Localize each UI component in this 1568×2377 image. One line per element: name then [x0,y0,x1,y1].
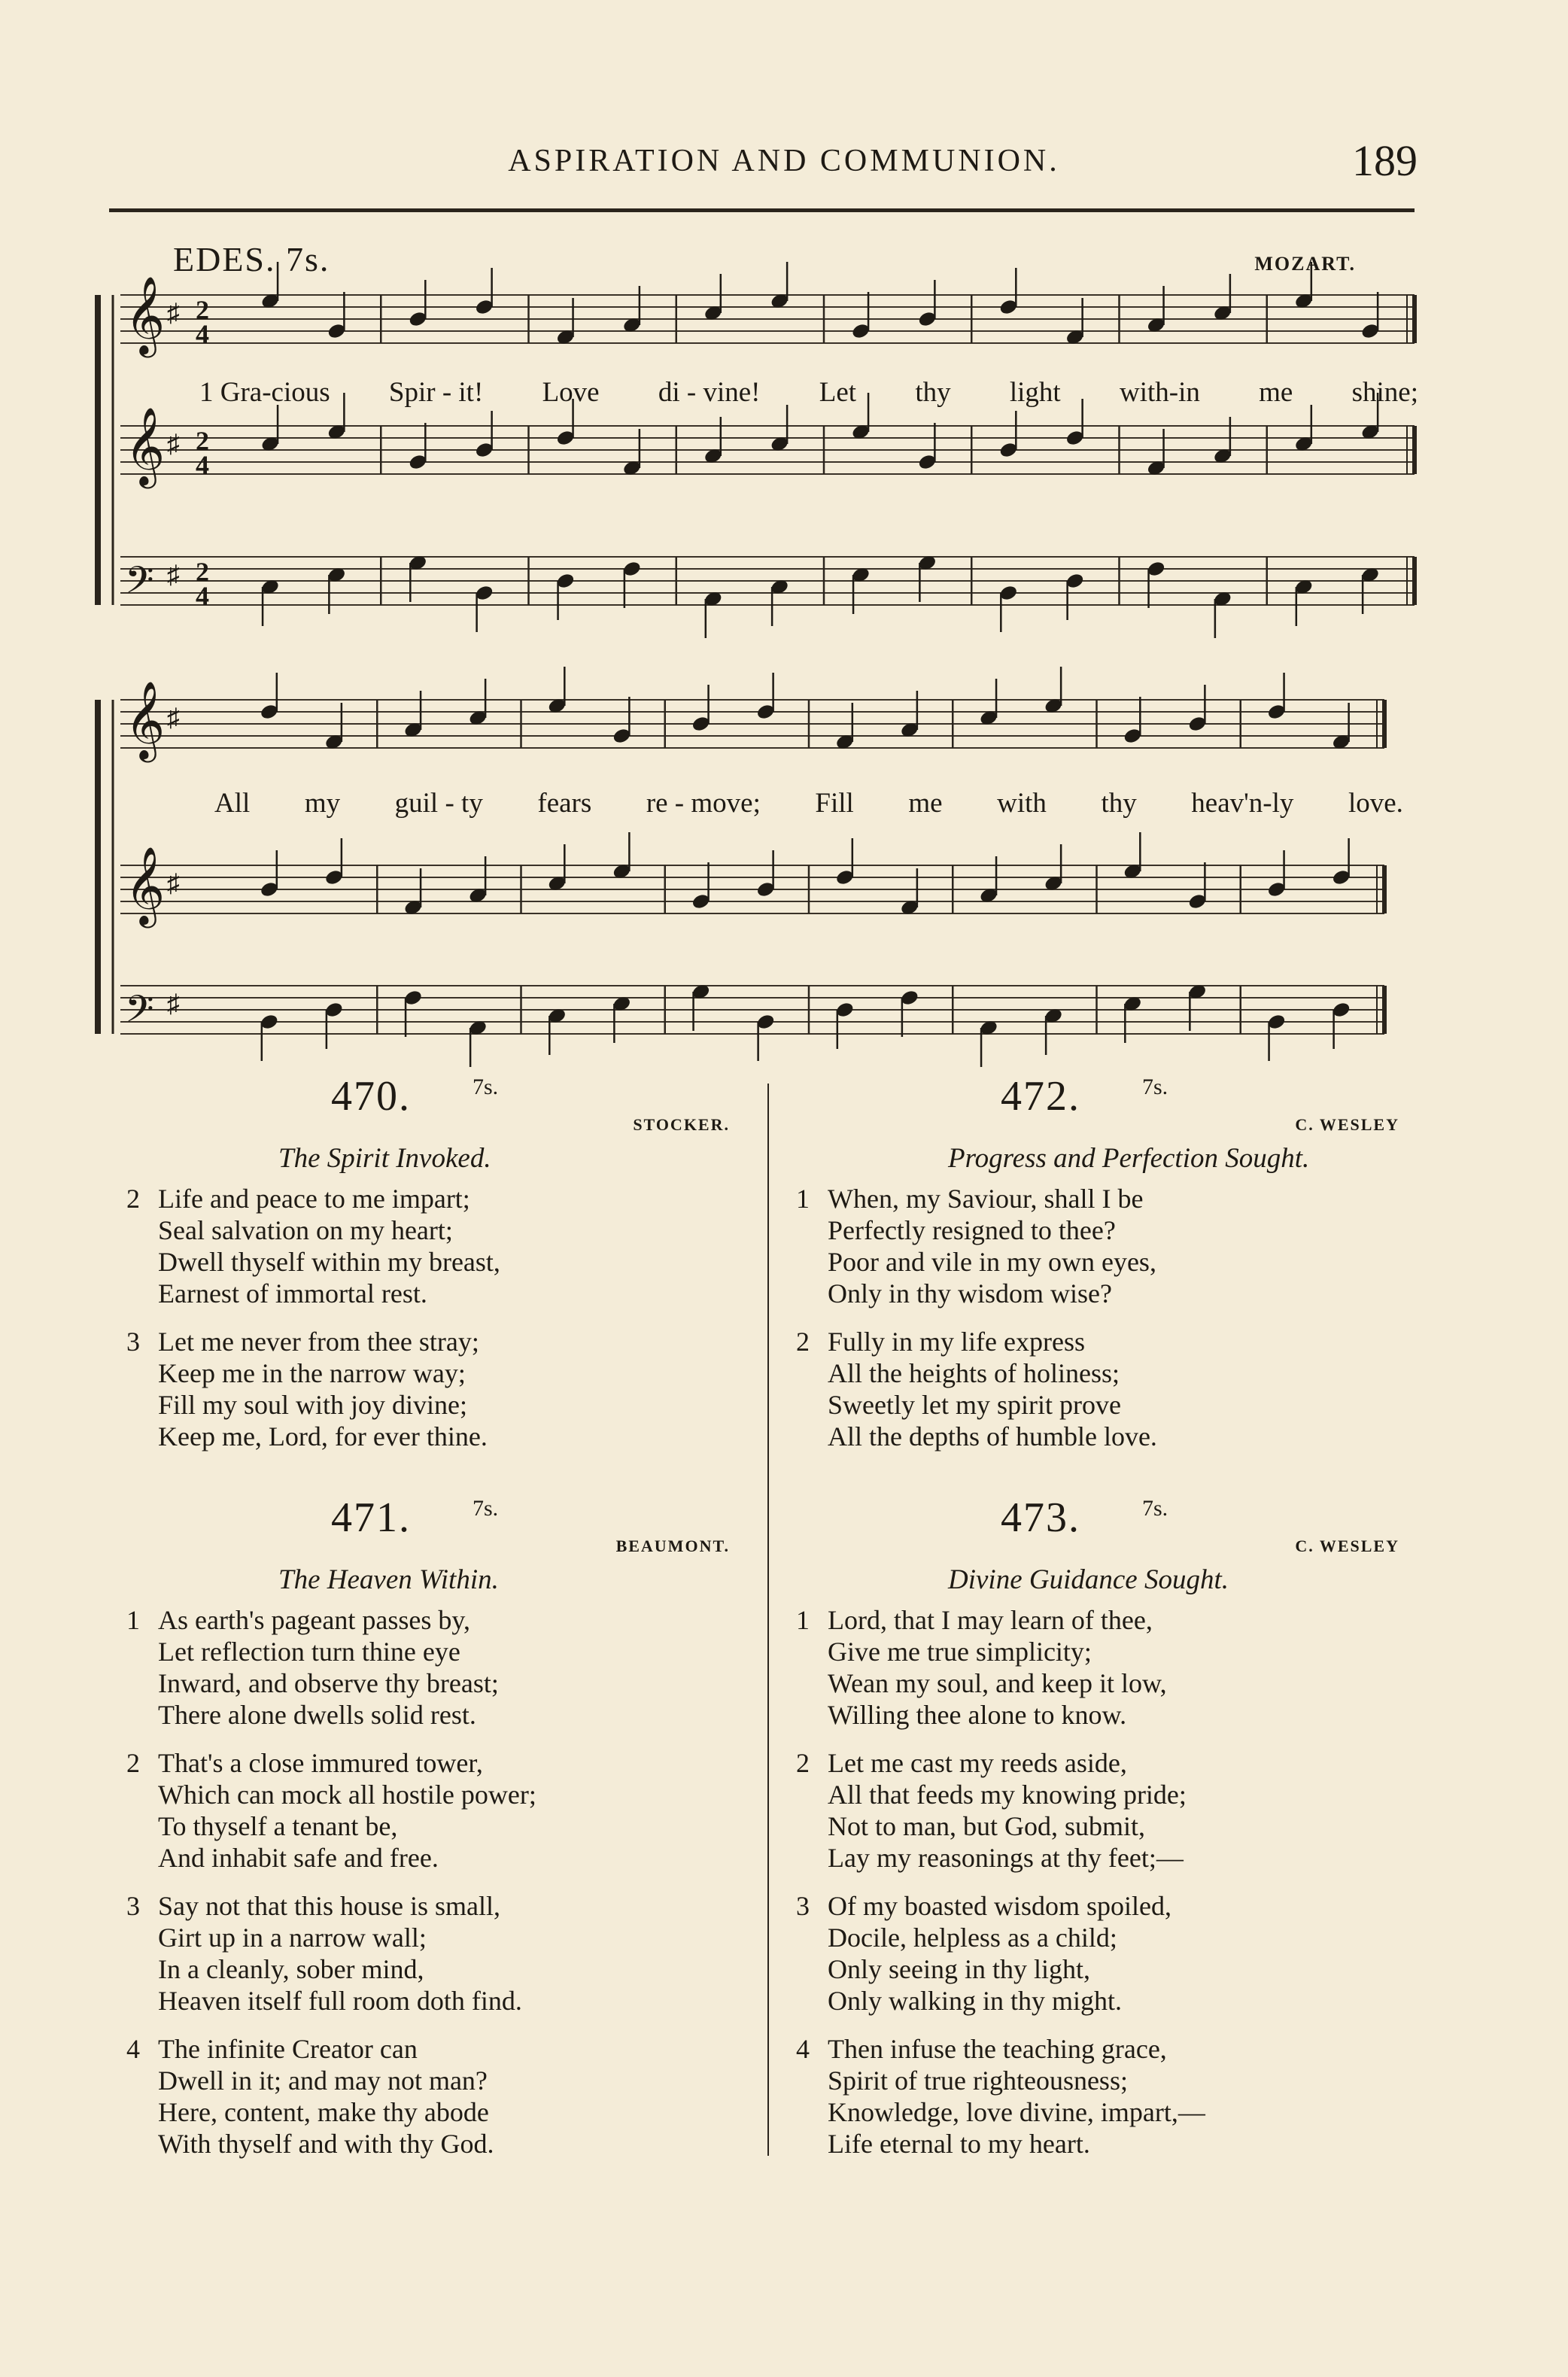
verse-line: Life and peace to me impart; [158,1184,470,1214]
time-signature-bottom: 4 [196,450,209,480]
verse-lines [828,1604,1167,1731]
lyric-syllable: thy [915,377,951,408]
verse-line: Seal salvation on my heart; [158,1215,453,1245]
lyric-syllable: Love [542,377,600,408]
verse-line: Inward, and observe thy breast; [158,1668,499,1698]
hymn-author: BEAUMONT. [615,1537,730,1555]
hymn-number: 471. [331,1494,411,1541]
verse-line: Keep me in the narrow way; [158,1358,466,1388]
lyric-syllable: guil - ty [394,788,483,819]
verse-line: Heaven itself full room doth find. [158,1986,522,2016]
sharp-icon: ♯ [167,299,180,328]
verse-line: Give me true simplicity; [828,1637,1092,1667]
lyric-syllable: All [214,788,251,819]
verse-line: Let me cast my reeds aside, [828,1748,1127,1778]
time-signature-bottom: 4 [196,581,209,611]
verse-line: Dwell in it; and may not man? [158,2065,488,2096]
verse-line: Girt up in a narrow wall; [158,1923,427,1953]
hymn-title: The Spirit Invoked. [278,1143,491,1174]
verse-number: 2 [796,1748,810,1778]
hymn-472 [782,1068,1399,1460]
verse-line: Earnest of immortal rest. [158,1278,427,1309]
verse-number: 4 [126,2034,140,2064]
verse-line: All the depths of humble love. [828,1421,1157,1451]
verse-lines [828,1183,1156,1309]
lyric-syllable: my [304,788,341,819]
treble-clef-icon: 𝄞 [125,680,166,760]
lyric-syllable: with-in [1119,377,1200,408]
hymn-title: Divine Guidance Sought. [948,1564,1229,1595]
verse-line: Knowledge, love divine, impart,— [828,2097,1205,2127]
hymn-author: STOCKER. [633,1115,730,1134]
verse-line: Say not that this house is small, [158,1891,500,1921]
verse-line: When, my Saviour, shall I be [828,1184,1144,1214]
time-signature-bottom: 4 [196,319,209,349]
hymn-meter: 7s. [473,1075,499,1099]
verse-number: 3 [126,1891,140,1921]
lyric-syllable: Let [819,377,857,408]
verse-lines [158,1183,500,1309]
verse-line: In a cleanly, sober mind, [158,1954,424,1984]
verse-line: Perfectly resigned to thee? [828,1215,1116,1245]
time-signature-top: 2 [196,557,209,587]
sharp-icon: ♯ [167,704,180,733]
verse-line: Here, content, make thy abode [158,2097,489,2127]
verse-number: 1 [796,1605,810,1635]
hymn-number: 473. [1001,1494,1080,1541]
verse-lines [158,1747,536,1874]
time-signature-top: 2 [196,426,209,456]
verse-line: Wean my soul, and keep it low, [828,1668,1167,1698]
lyric-line-2 [214,787,1403,819]
lyric-syllable: di - vine! [658,377,761,408]
sharp-icon: ♯ [167,870,180,898]
bass-clef-icon: 𝄢 [125,558,154,612]
verse-line: The infinite Creator can [158,2034,418,2064]
hymn-author: C. WESLEY [1295,1115,1399,1134]
lyric-syllable: shine; [1351,377,1418,408]
lyric-syllable: Spir - it! [388,377,484,408]
verse-number: 3 [796,1891,810,1921]
verse-number: 1 [796,1184,810,1214]
running-header: ASPIRATION AND COMMUNION. [508,144,1060,178]
verse-line: Fully in my life express [828,1327,1085,1357]
hymn-meter: 7s. [1142,1496,1168,1521]
lyric-syllable: Fill [815,788,854,819]
verse-line: Only seeing in thy light, [828,1954,1090,1984]
lyric-syllable: fears [537,788,592,819]
verse-line: Spirit of true righteousness; [828,2065,1128,2096]
verse-line: Only walking in thy might. [828,1986,1122,2016]
verse-lines [158,1604,499,1731]
lyric-syllable: heav'n-ly [1191,788,1294,819]
verse-line: Lord, that I may learn of thee, [828,1605,1153,1635]
lyric-syllable: me [1259,377,1293,408]
verse-lines [158,1326,488,1452]
verse-lines [828,1326,1157,1452]
verse-line: Of my boasted wisdom spoiled, [828,1891,1171,1921]
verse-lines [158,1890,522,2017]
verse-number: 3 [126,1327,140,1357]
verse-line: Sweetly let my spirit prove [828,1390,1121,1420]
lyric-syllable: me [908,788,943,819]
verse-lines [158,2033,494,2160]
verse-line: With thyself and with thy God. [158,2129,494,2159]
lyric-line-1 [199,376,1418,409]
verse-line: Poor and vile in my own eyes, [828,1247,1156,1277]
sharp-icon: ♯ [167,561,180,590]
verse-line: Not to man, but God, submit, [828,1811,1145,1841]
verse-lines [828,1747,1187,1874]
verse-line: Willing thee alone to know. [828,1700,1127,1730]
time-signature-top: 2 [196,295,209,325]
hymn-number: 470. [331,1073,411,1120]
verse-line: Life eternal to my heart. [828,2129,1090,2159]
verse-number: 2 [796,1327,810,1357]
sharp-icon: ♯ [167,990,180,1019]
music-score [0,0,1568,1068]
lyric-syllable: re - move; [646,788,761,819]
verse-line: Which can mock all hostile power; [158,1780,536,1810]
hymn-meter: 7s. [473,1496,499,1521]
treble-clef-icon: 𝄞 [125,846,166,926]
verse-line: Fill my soul with joy divine; [158,1390,468,1420]
hymn-title: The Heaven Within. [278,1564,499,1595]
lyric-syllable: light [1009,377,1061,408]
bass-clef-icon: 𝄢 [125,987,154,1041]
verse-line: All that feeds my knowing pride; [828,1780,1187,1810]
hymn-meter: 7s. [1142,1075,1168,1099]
verse-number: 2 [126,1184,140,1214]
verse-line: Let reflection turn thine eye [158,1637,460,1667]
lyric-syllable: thy [1101,788,1137,819]
verse-line: There alone dwells solid rest. [158,1700,476,1730]
verse-line: As earth's pageant passes by, [158,1605,471,1635]
verse-line: And inhabit safe and free. [158,1843,439,1873]
tune-composer: MOZART. [1254,253,1356,275]
column-divider [767,1084,769,2156]
verse-number: 2 [126,1748,140,1778]
treble-clef-icon: 𝄞 [125,275,166,355]
verse-lines [828,1890,1171,2017]
verse-line: Only in thy wisdom wise? [828,1278,1112,1309]
verse-line: That's a close immured tower, [158,1748,483,1778]
tune-name: EDES. 7s. [173,240,330,278]
verse-line: Keep me, Lord, for ever thine. [158,1421,488,1451]
page-number: 189 [1352,136,1418,185]
hymn-title: Progress and Perfection Sought. [948,1143,1310,1174]
verse-lines [828,2033,1205,2160]
lyric-syllable: love. [1348,788,1403,819]
treble-clef-icon: 𝄞 [125,406,166,486]
verse-line: Dwell thyself within my breast, [158,1247,500,1277]
hymn-471 [113,1490,730,2167]
verse-number: 1 [126,1605,140,1635]
hymn-number: 472. [1001,1073,1080,1120]
verse-line: Lay my reasonings at thy feet;— [828,1843,1184,1873]
lyric-syllable: 1 Gra-cious [199,377,330,408]
verse-line: All the heights of holiness; [828,1358,1120,1388]
lyric-syllable: with [997,788,1047,819]
verse-line: Let me never from thee stray; [158,1327,479,1357]
verse-line: Docile, helpless as a child; [828,1923,1117,1953]
hymn-473 [782,1490,1399,2167]
sharp-icon: ♯ [167,430,180,459]
hymn-470 [113,1068,730,1460]
verse-number: 4 [796,2034,810,2064]
hymn-author: C. WESLEY [1295,1537,1399,1555]
verse-line: To thyself a tenant be, [158,1811,398,1841]
verse-line: Then infuse the teaching grace, [828,2034,1167,2064]
